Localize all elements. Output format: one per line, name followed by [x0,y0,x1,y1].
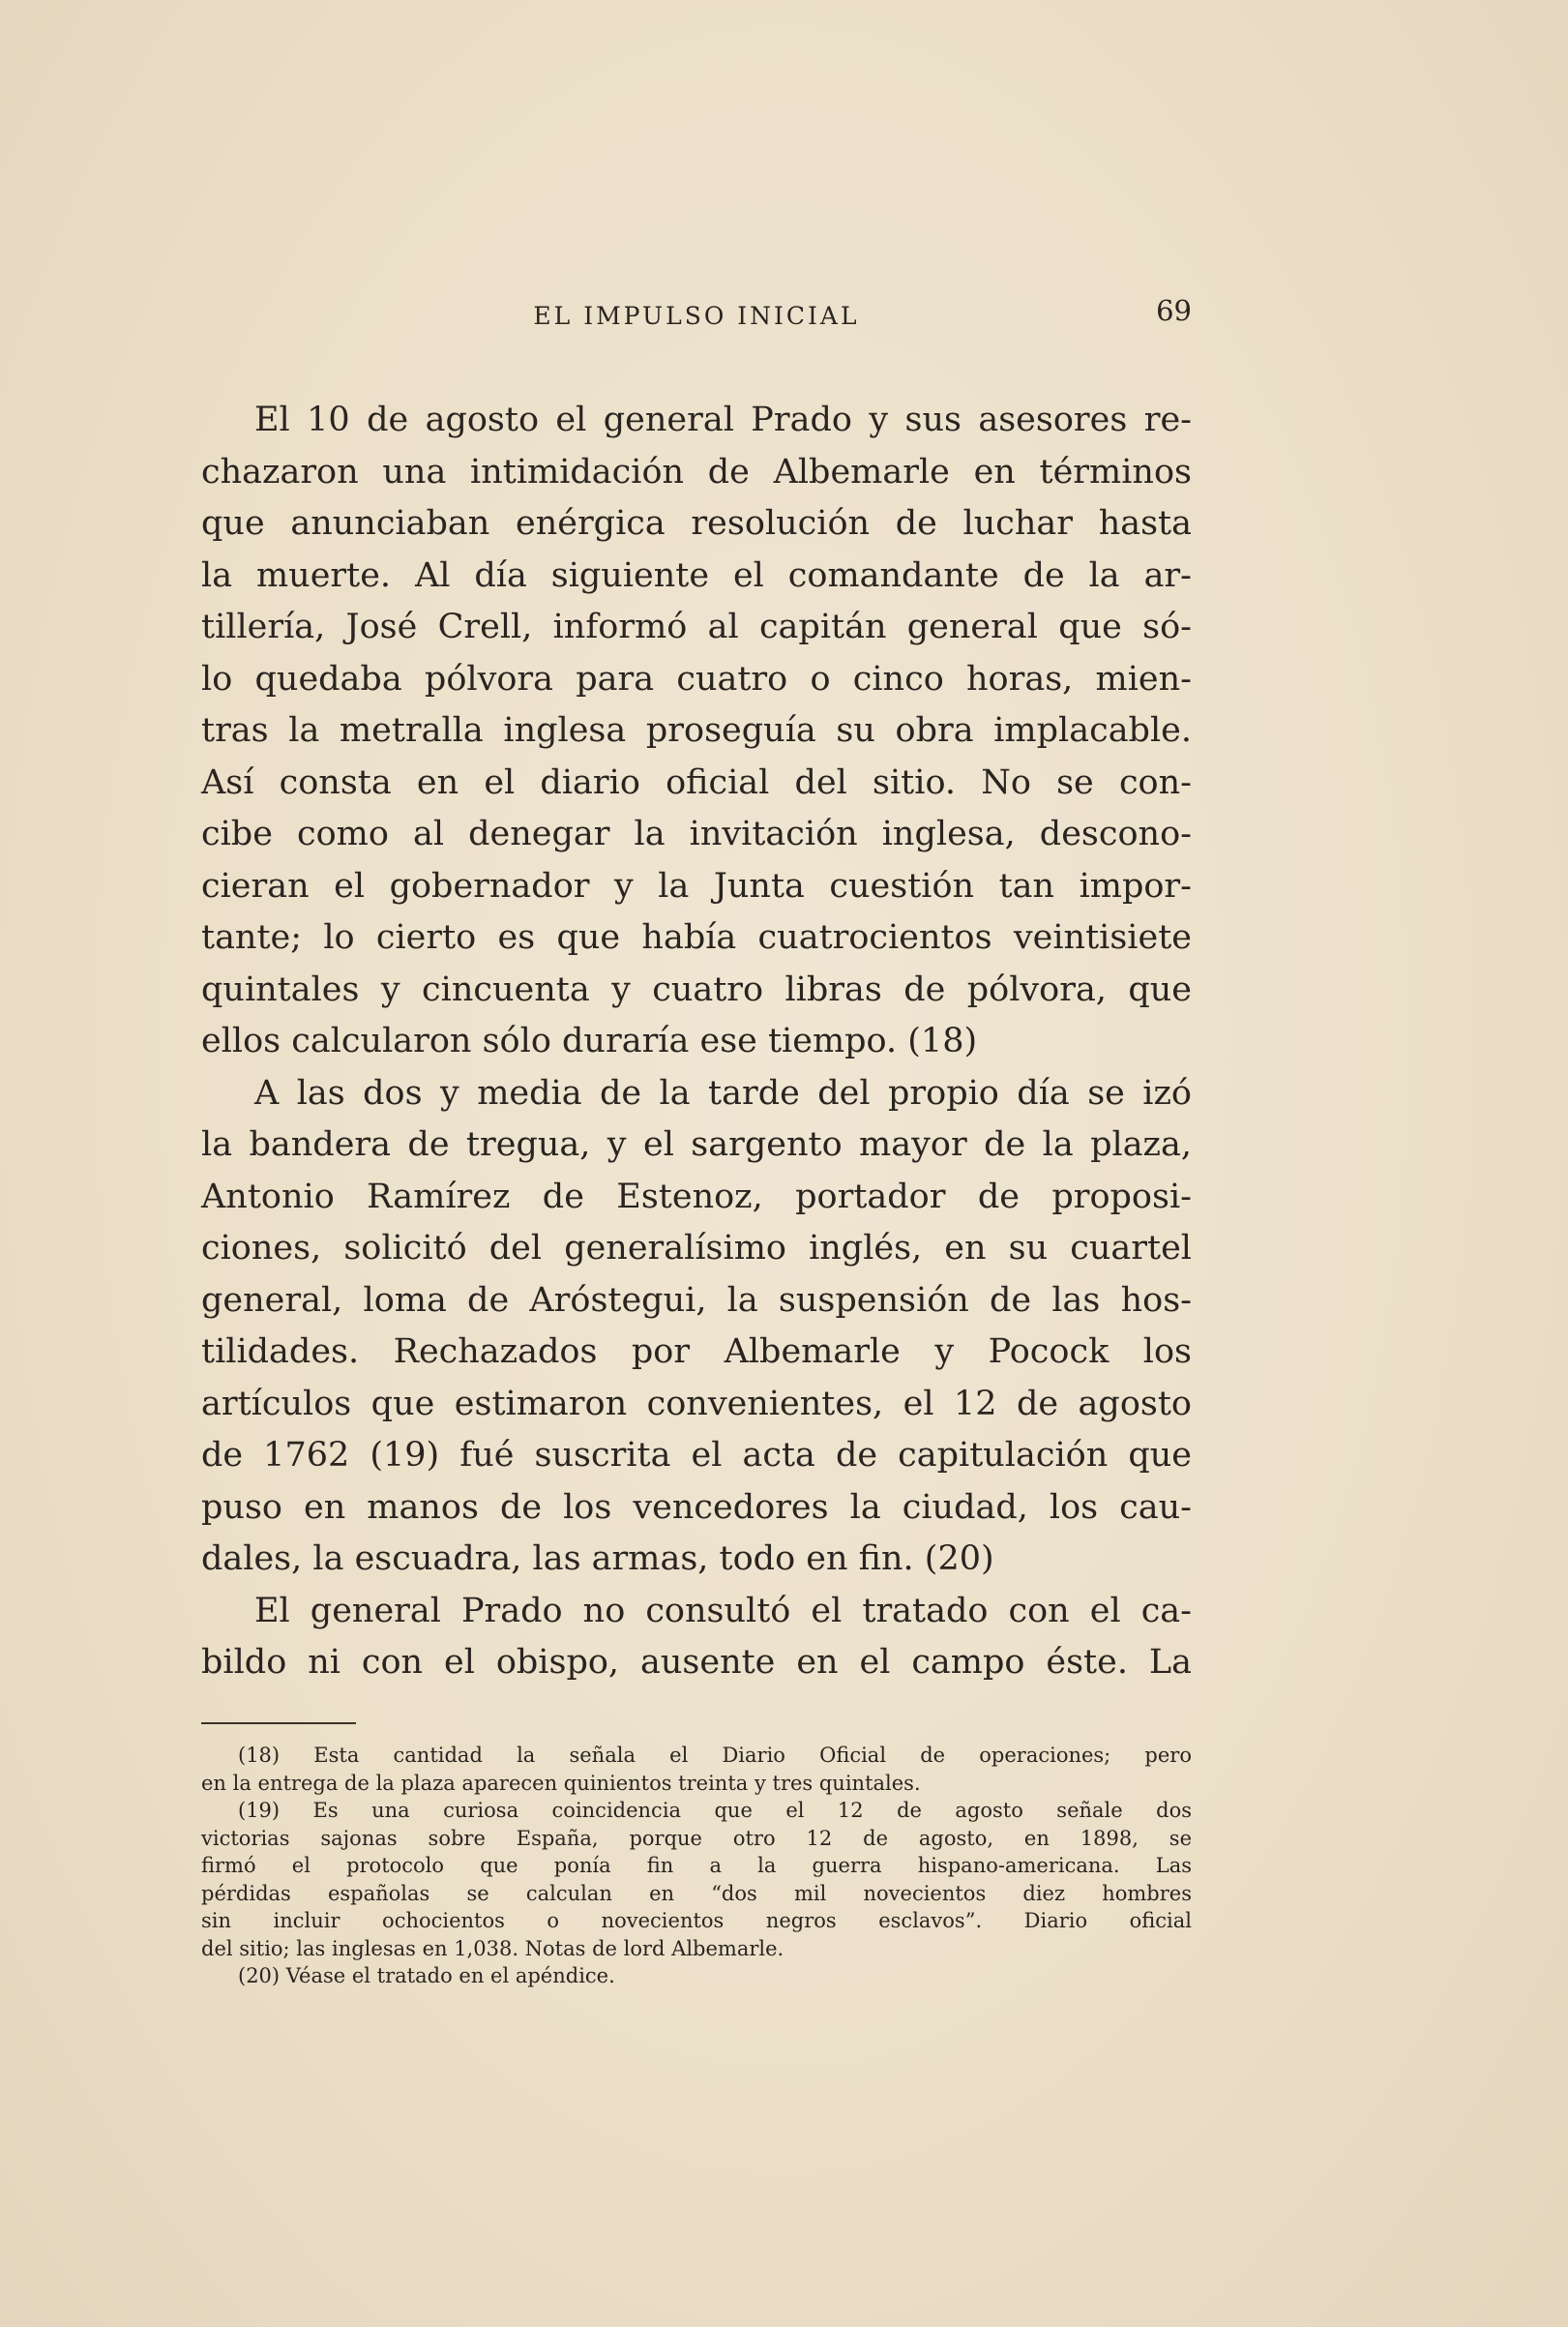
body-line: El 10 de agosto el general Prado y sus asesores re- [254,401,1192,439]
body-line: cieran el gobernador y la Junta cuestión tan impor- [201,866,1192,906]
body-line: general, loma de Aróstegui, la suspensión de las hos- [201,1280,1192,1320]
body-line: A las dos y media de la tarde del propio día se izó [254,1073,1192,1113]
body-line: ciones, solicitó del generalísimo inglés, en su cuartel [201,1229,1192,1268]
footnote-line: victorias sajonas sobre España, porque otro 12 de agosto, en 1898, se [201,1826,1192,1850]
footnote-line: del sitio; las inglesas en 1,038. Notas de lord Albemarle. [201,1936,784,1960]
body-line: la muerte. Al día siguiente el comandante de la ar- [201,555,1192,595]
body-line: tillería, José Crell, informó al capitán general que só- [201,608,1192,646]
page-number: 69 [1156,294,1192,327]
body-line: la bandera de tregua, y el sargento mayor de la plaza, [201,1125,1192,1164]
body-line: bildo ni con el obispo, ausente en el campo éste. La [201,1643,1192,1682]
footnote-line: (20) Véase el tratado en el apéndice. [238,1964,615,1987]
body-line: quintales y cincuenta y cuatro libras de pólvora, que [201,970,1192,1009]
running-title: EL IMPULSO INICIAL [533,302,860,330]
body-line: tras la metralla inglesa proseguía su obra implacable. [201,711,1192,750]
footnotes [201,1742,1192,1990]
body-line: dales, la escuadra, las armas, todo en fin. (20) [201,1539,994,1578]
body-line: tilidades. Rechazados por Albemarle y Pocock los [201,1332,1192,1371]
body-line: lo quedaba pólvora para cuatro o cinco horas, mien- [201,659,1192,699]
running-head [201,294,1192,337]
footnote-line: en la entrega de la plaza aparecen quinientos treinta y tres quintales. [201,1771,921,1795]
footnote-line: sin incluir ochocientos o novecientos negros esclavos”. Diario oficial [201,1909,1192,1932]
body-line: puso en manos de los vencedores la ciudad, los cau- [201,1487,1192,1527]
body-line: de 1762 (19) fué suscrita el acta de capitulación que [201,1436,1192,1475]
body-line: Antonio Ramírez de Estenoz, portador de proposi- [201,1177,1192,1216]
body-text [201,395,1192,1689]
body-line: cibe como al denegar la invitación inglesa, descono- [201,815,1192,853]
body-line: El general Prado no consultó el tratado con el ca- [254,1591,1192,1630]
body-line: ellos calcularon sólo duraría ese tiempo. (18) [201,1022,978,1060]
footnote-line: (19) Es una curiosa coincidencia que el 12 de agosto señale dos [238,1799,1192,1822]
body-line: tante; lo cierto es que había cuatrocientos veintisiete [201,918,1192,957]
body-line: chazaron una intimidación de Albemarle en términos [201,452,1192,492]
body-line: artículos que estimaron convenientes, el 12 de agosto [201,1384,1192,1423]
footnote-line: firmó el protocolo que ponía fin a la guerra hispano-americana. Las [201,1854,1192,1877]
footnote-rule [201,1722,356,1724]
body-line: que anunciaban enérgica resolución de luchar hasta [201,504,1192,543]
footnote-line: (18) Esta cantidad la señala el Diario Oficial de operaciones; pero [238,1744,1192,1767]
footnote-line: pérdidas españolas se calculan en “dos mil novecientos diez hombres [201,1881,1192,1905]
body-line: Así consta en el diario oficial del sitio. No se con- [201,762,1192,802]
